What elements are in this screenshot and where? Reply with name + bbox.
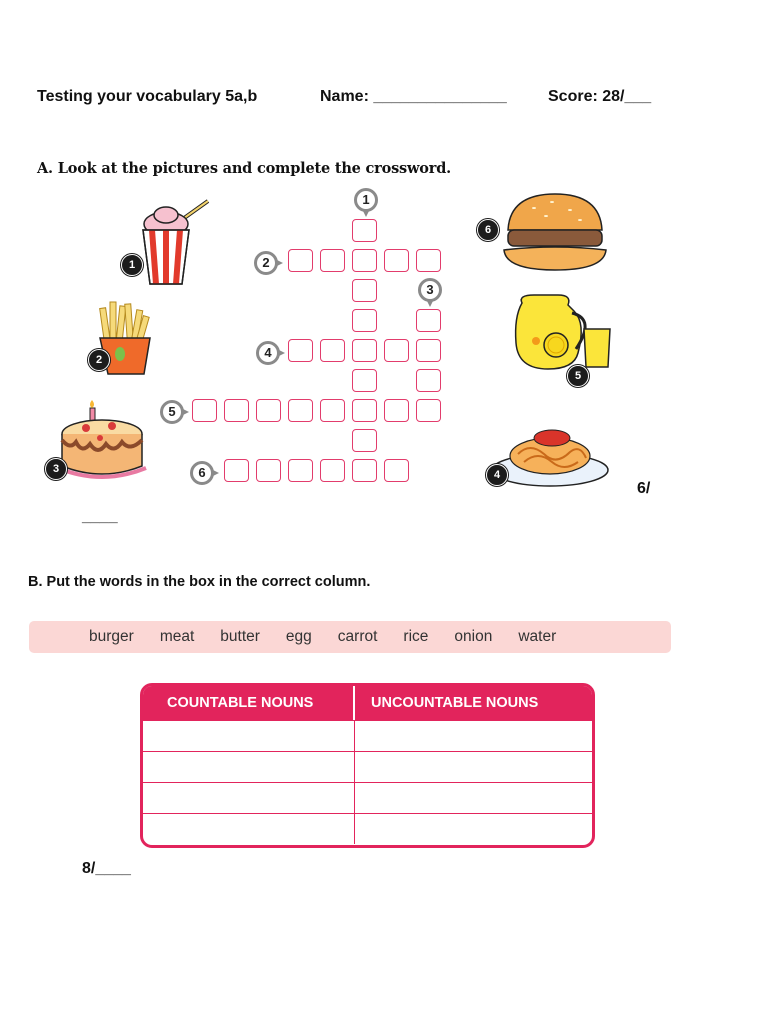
countable-cell[interactable] bbox=[143, 783, 355, 813]
crossword-cell[interactable] bbox=[256, 399, 281, 422]
uncountable-cell[interactable] bbox=[355, 721, 592, 751]
crossword-cell[interactable] bbox=[352, 459, 377, 482]
crossword-cell[interactable] bbox=[352, 339, 377, 362]
picture-badge-6: 6 bbox=[477, 219, 499, 241]
word-item: burger bbox=[89, 628, 134, 645]
crossword-cell[interactable] bbox=[416, 369, 441, 392]
crossword-cell[interactable] bbox=[288, 249, 313, 272]
crossword-cell[interactable] bbox=[320, 399, 345, 422]
section-a-score-blank: ____ bbox=[82, 508, 118, 525]
countable-cell[interactable] bbox=[143, 752, 355, 782]
word-item: egg bbox=[285, 628, 312, 645]
clue-number-4: 4 bbox=[256, 341, 280, 365]
clue-number-5: 5 bbox=[160, 400, 184, 424]
crossword-cell[interactable] bbox=[256, 459, 281, 482]
countable-cell[interactable] bbox=[143, 721, 355, 751]
crossword-cell[interactable] bbox=[352, 249, 377, 272]
crossword-cell[interactable] bbox=[384, 249, 409, 272]
word-item: rice bbox=[403, 628, 429, 645]
word-item: onion bbox=[454, 628, 493, 645]
crossword-cell[interactable] bbox=[416, 309, 441, 332]
crossword-cell[interactable] bbox=[320, 459, 345, 482]
crossword-cell[interactable] bbox=[288, 339, 313, 362]
table-row bbox=[143, 720, 592, 751]
crossword-cell[interactable] bbox=[224, 399, 249, 422]
word-item: butter bbox=[220, 628, 260, 645]
table-row bbox=[143, 782, 592, 813]
crossword-cell[interactable] bbox=[352, 369, 377, 392]
word-item: water bbox=[518, 628, 557, 645]
crossword-cell[interactable] bbox=[352, 219, 377, 242]
table-header bbox=[143, 686, 592, 720]
table-row bbox=[143, 751, 592, 782]
crossword-cell[interactable] bbox=[288, 459, 313, 482]
picture-badge-4: 4 bbox=[486, 464, 508, 486]
crossword-cell[interactable] bbox=[416, 249, 441, 272]
crossword-cell[interactable] bbox=[416, 339, 441, 362]
uncountable-cell[interactable] bbox=[355, 814, 592, 844]
crossword-cell[interactable] bbox=[320, 339, 345, 362]
crossword-cell[interactable] bbox=[192, 399, 217, 422]
word-box bbox=[29, 621, 671, 653]
picture-badge-5: 5 bbox=[567, 365, 589, 387]
crossword-cell[interactable] bbox=[352, 399, 377, 422]
crossword-cell[interactable] bbox=[416, 399, 441, 422]
table-row bbox=[143, 813, 592, 844]
crossword-cell[interactable] bbox=[288, 399, 313, 422]
crossword-cell[interactable] bbox=[352, 279, 377, 302]
section-a-instruction: A. Look at the pictures and complete the crossword. bbox=[37, 160, 451, 177]
worksheet-title: Testing your vocabulary 5a,b bbox=[37, 88, 258, 105]
clue-number-2: 2 bbox=[254, 251, 278, 275]
picture-badge-3: 3 bbox=[45, 458, 67, 480]
crossword-cell[interactable] bbox=[352, 309, 377, 332]
crossword-cell[interactable] bbox=[384, 339, 409, 362]
section-a-score: 6/ bbox=[637, 480, 651, 497]
clue-number-6: 6 bbox=[190, 461, 214, 485]
section-b-instruction: B. Put the words in the box in the correct column. bbox=[28, 574, 371, 590]
word-item: meat bbox=[159, 628, 195, 645]
word-item: carrot bbox=[337, 628, 378, 645]
section-b-score: 8/____ bbox=[82, 860, 131, 877]
crossword-cell[interactable] bbox=[320, 249, 345, 272]
name-field-label: Name: _______________ bbox=[320, 88, 507, 105]
uncountable-cell[interactable] bbox=[355, 752, 592, 782]
picture-badge-1: 1 bbox=[121, 254, 143, 276]
clue-number-1: 1 bbox=[354, 188, 378, 212]
score-label: Score: 28/___ bbox=[548, 88, 652, 105]
picture-badge-2: 2 bbox=[88, 349, 110, 371]
nouns-table bbox=[140, 683, 595, 848]
crossword-cell[interactable] bbox=[384, 459, 409, 482]
crossword-cell[interactable] bbox=[224, 459, 249, 482]
countable-nouns-header: COUNTABLE NOUNS bbox=[143, 686, 355, 720]
uncountable-nouns-header: UNCOUNTABLE NOUNS bbox=[371, 695, 539, 711]
uncountable-cell[interactable] bbox=[355, 783, 592, 813]
crossword-cell[interactable] bbox=[384, 399, 409, 422]
clue-number-3: 3 bbox=[418, 278, 442, 302]
countable-cell[interactable] bbox=[143, 814, 355, 844]
crossword-cell[interactable] bbox=[352, 429, 377, 452]
